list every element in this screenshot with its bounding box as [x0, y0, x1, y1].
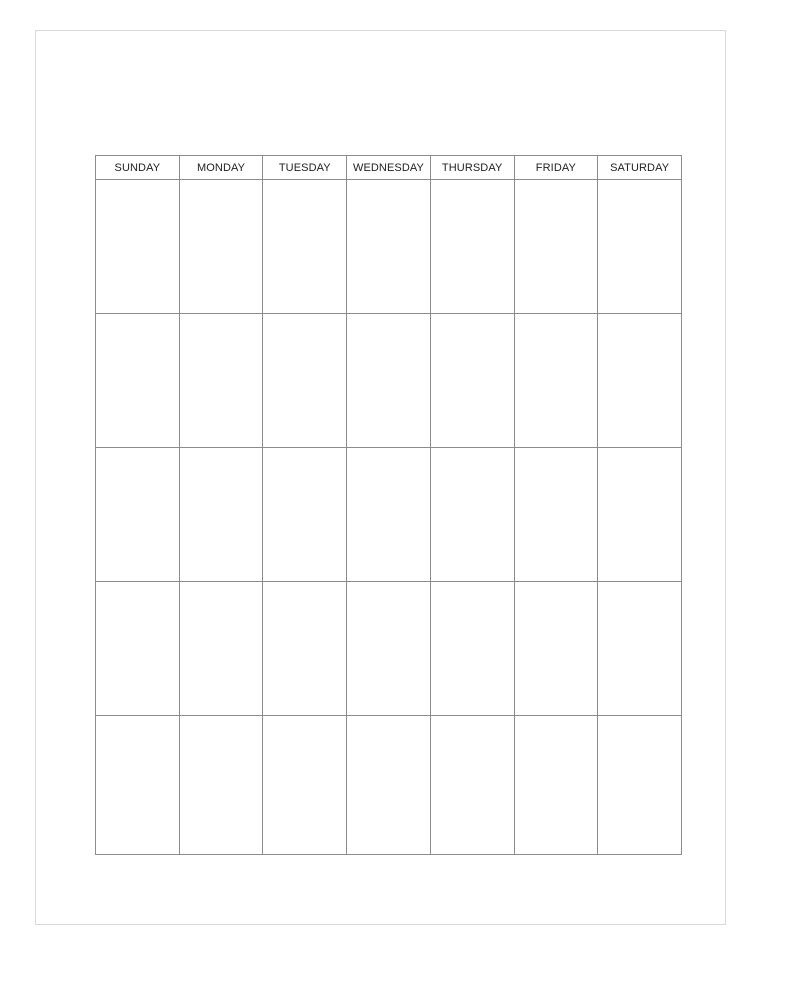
calendar-day-cell	[598, 314, 682, 448]
calendar-day-cell	[347, 716, 431, 855]
calendar-day-cell	[96, 582, 180, 716]
calendar-day-cell	[514, 582, 598, 716]
calendar-day-cell	[430, 180, 514, 314]
monthly-calendar-grid	[95, 155, 682, 855]
calendar-day-cell	[96, 314, 180, 448]
calendar-day-cell	[263, 448, 347, 582]
calendar-day-cell	[598, 582, 682, 716]
calendar-week-row	[96, 716, 682, 855]
calendar-day-cell	[347, 448, 431, 582]
calendar-day-cell	[347, 314, 431, 448]
calendar-day-cell	[179, 448, 263, 582]
calendar-week-row	[96, 448, 682, 582]
calendar-day-cell	[96, 180, 180, 314]
weekday-header-row	[96, 156, 682, 180]
calendar-day-cell	[96, 716, 180, 855]
calendar-day-cell	[430, 448, 514, 582]
calendar-day-cell	[514, 716, 598, 855]
calendar-day-cell	[514, 314, 598, 448]
calendar-day-cell	[96, 448, 180, 582]
calendar-day-cell	[263, 314, 347, 448]
weekday-header-friday: FRIDAY	[514, 156, 598, 180]
calendar-day-cell	[263, 180, 347, 314]
weekday-header-sunday: SUNDAY	[96, 156, 180, 180]
calendar-day-cell	[598, 180, 682, 314]
weekday-header-wednesday: WEDNESDAY	[347, 156, 431, 180]
calendar-day-cell	[430, 314, 514, 448]
calendar-day-cell	[430, 716, 514, 855]
calendar-day-cell	[263, 716, 347, 855]
weekday-header-saturday: SATURDAY	[598, 156, 682, 180]
calendar-day-cell	[514, 180, 598, 314]
calendar-day-cell	[430, 582, 514, 716]
calendar-day-cell	[598, 716, 682, 855]
weekday-header-tuesday: TUESDAY	[263, 156, 347, 180]
calendar-day-cell	[263, 582, 347, 716]
calendar-week-row	[96, 582, 682, 716]
calendar-day-cell	[179, 716, 263, 855]
calendar-week-row	[96, 180, 682, 314]
calendar-day-cell	[347, 582, 431, 716]
calendar-week-row	[96, 314, 682, 448]
weekday-header-thursday: THURSDAY	[430, 156, 514, 180]
calendar-day-cell	[347, 180, 431, 314]
weekday-header-monday: MONDAY	[179, 156, 263, 180]
calendar-day-cell	[179, 582, 263, 716]
calendar-day-cell	[179, 314, 263, 448]
calendar-day-cell	[514, 448, 598, 582]
calendar-day-cell	[598, 448, 682, 582]
calendar-day-cell	[179, 180, 263, 314]
